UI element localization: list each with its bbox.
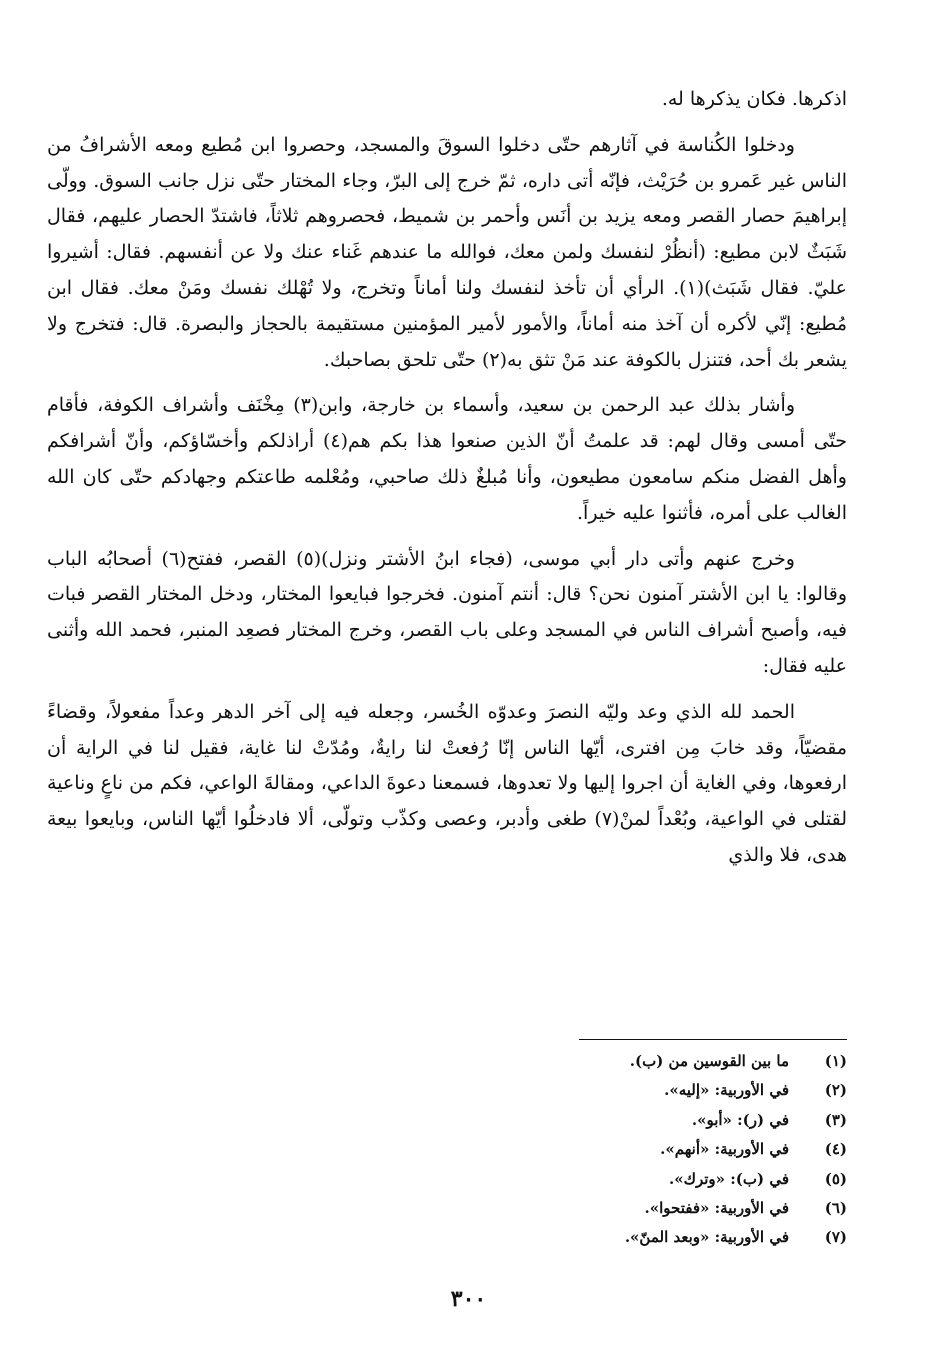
footnote-text: في الأوربية: «إليه». [664,1081,789,1100]
footnote-text: في (ب): «وترك». [669,1169,789,1188]
footnote-number: (٧) [824,1228,847,1247]
footnote-text: في (ر): «أبو». [691,1110,789,1129]
footnote-text: في الأوربية: «أنهم». [660,1140,789,1159]
footnote-item [427,1135,847,1164]
paragraph-5: الحمد لله الذي وعد وليّه النصرَ وعدوّه الخُسر، وجعله فيه إلى آخر الدهر وعداً مفعولاً، وقضاءً مقضيّاً، وقد خابَ مِن افترى، أيّها الناس إنّا رُفعتْ لنا رايةٌ، ومُدّتْ لنا غاية، فقيل لنا في الراية أن ارفعوها، وفي الغاية أن اجروا إليها ولا تعدوها، فسمعنا دعوةَ الداعي، ومقالةَ الواعي، فكم من ناعٍ وناعية لقتلى في الواعية، وبُعْداً لمنْ(٧) طغى وأدبر، وعصى وكذّب وتولّى، ألا فادخلُوا أيّها الناس، وبايعوا بيعة هدى، فلا والذي [47,700,848,866]
page-number: ٣٠٠ [450,1286,487,1312]
footnote-item [427,1223,847,1252]
footnote-item [427,1047,847,1076]
footnote-number: (٤) [824,1140,847,1159]
footnote-text: في الأوربية: «وبعد المنّ». [624,1228,789,1247]
footnote-text: في الأوربية: «ففتحوا». [644,1199,789,1218]
footnote-text: ما بين القوسين من (ب). [629,1052,789,1070]
footnote-number: (١) [824,1052,847,1070]
footnote-number: (٥) [824,1169,847,1188]
paragraph-2: ودخلوا الكُناسة في آثارهم حتّى دخلوا السوقَ والمسجد، وحصروا ابن مُطيع ومعه الأشرافُ من الناس غير عَمرو بن حُرَيْث، فإنّه أتى داره، ثمّ خرج إلى البرّ، وجاء المختار حتّى نزل جانب السوق. وولّى إبراهيمَ حصار القصر ومعه يزيد بن أنَس وأحمر بن شميط، فحصروهم ثلاثاً، فاشتدّ الحصار عليهم، فقال شَبَثٌ لابن مطيع: (أنظُرْ لنفسك ولمن معك، فوالله ما عندهم غَناء عنك ولا عن أنفسهم. فقال: أشيروا عليّ. فقال شَبَث)(١). الرأي أن تأخذ لنفسك ولنا أماناً وتخرج، ولا تُهْلك نفسك ومَنْ معك. فقال ابن مُطيع: إنّي لأكره أن آخذ منه أماناً، والأمور لأمير المؤمنين مستقيمة بالحجاز والبصرة. قال: فتخرج ولا يشعر بك أحد، فتنزل بالكوفة عند مَنْ تثق به(٢) حتّى تلحق بصاحبك. [47,133,847,371]
footnote-number: (٦) [824,1199,847,1218]
footnote-number: (٢) [824,1081,847,1100]
paragraph-3: وأشار بذلك عبد الرحمن بن سعيد، وأسماء بن خارجة، وابن(٣) مِخْنَف وأشراف الكوفة، فأقام حتّى أمسى وقال لهم: قد علمتُ أنّ الذين صنعوا هذا بكم هم(٤) أراذلكم وأخسّاؤكم، وأنّ أشرافكم وأهل الفضل منكم سامعون مطيعون، وأنا مُبلغٌ ذلك صاحبي، ومُعْلمه طاعتكم وجهادكم حتّى كان الله الغالب على أمره، فأثنوا عليه خيراً. [47,394,848,524]
main-text [47,82,847,874]
footnote-item [427,1194,847,1223]
paragraph-4: وخرج عنهم وأتى دار أبي موسى، (فجاء ابنُ الأشتر ونزل)(٥) القصر، ففتح(٦) أصحابُه الباب وقالوا: يا ابن الأشتر آمنون نحن؟ قال: أنتم آمنون. فخرجوا فبايعوا المختار، ودخل المختار القصر فبات فيه، وأصبح أشراف الناس في المسجد وعلى باب القصر، وخرج المختار فصعِد المنبر، فحمد الله وأثنى عليه فقال: [47,547,847,677]
footnote-number: (٣) [824,1110,847,1129]
footnote-item [427,1165,847,1194]
footnote-separator [579,1039,847,1040]
paragraph-1: اذكرها. فكان يذكرها له. [661,88,847,110]
footnote-item [427,1076,847,1105]
footnote-item [427,1106,847,1135]
footnotes [427,1047,847,1253]
